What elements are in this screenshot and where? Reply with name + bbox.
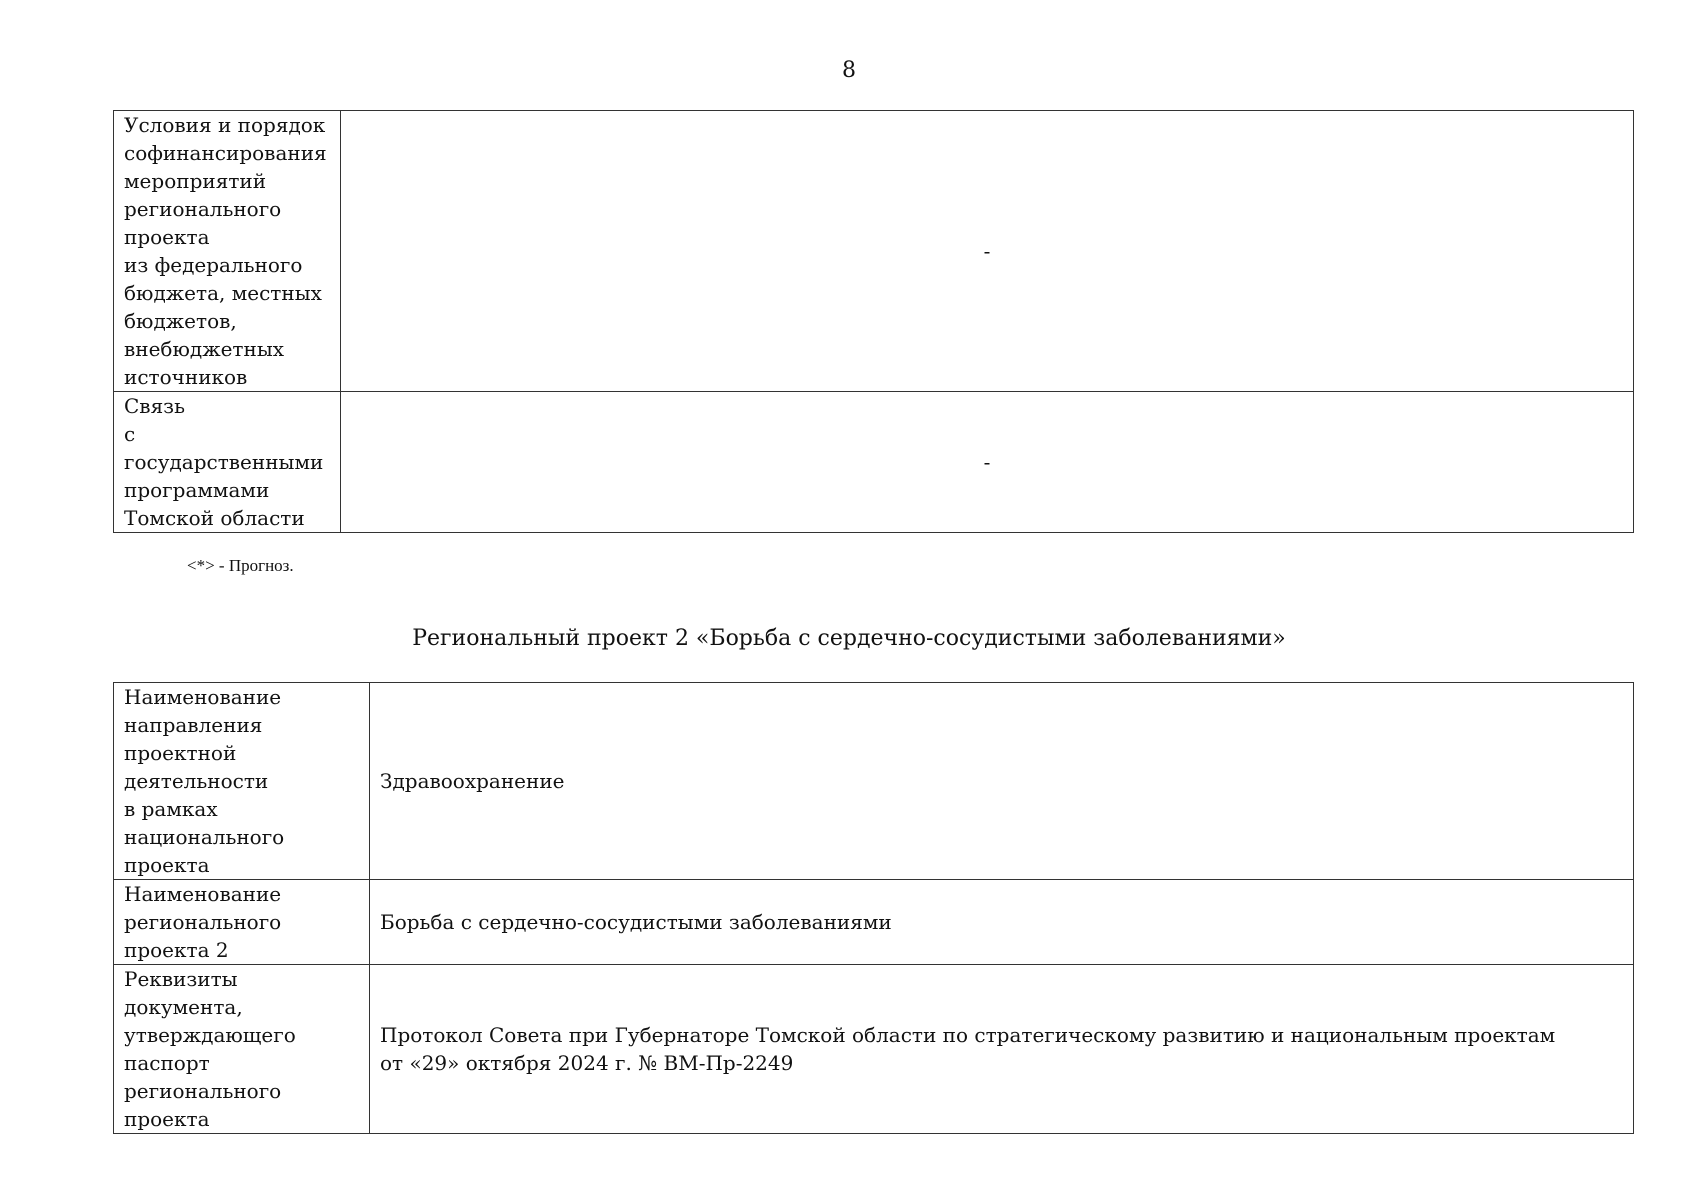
- row-value-direction: Здравоохранение: [370, 683, 1634, 880]
- table-row: [114, 880, 1634, 965]
- footnote: <*> - Прогноз.: [187, 556, 294, 575]
- row-value-project-name: Борьба с сердечно-сосудистыми заболеваниями: [370, 880, 1634, 965]
- table-row: [114, 965, 1634, 1134]
- row-label-document-details: Реквизиты документа, утверждающего паспорт регионального проекта: [114, 965, 370, 1134]
- table-row: [114, 392, 1634, 533]
- row-label-direction: Наименование направления проектной деятельности в рамках национального проекта: [114, 683, 370, 880]
- table-row: [114, 683, 1634, 880]
- table-row: [114, 111, 1634, 392]
- row-value-state-programs: -: [341, 392, 1634, 533]
- row-label-state-programs: Связь с государственными программами Томской области: [114, 392, 341, 533]
- row-value-cofinancing: -: [341, 111, 1634, 392]
- page-number: 8: [842, 58, 856, 83]
- row-label-cofinancing: Условия и порядок софинансирования мероприятий регионального проекта из федерального бюджета, местных бюджетов, внебюджетных источников: [114, 111, 341, 392]
- row-value-document-details: Протокол Совета при Губернаторе Томской области по стратегическому развитию и национальным проектам от «29» октября 2024 г. № ВМ-Пр-2249: [370, 965, 1634, 1134]
- section-title: Региональный проект 2 «Борьба с сердечно-сосудистыми заболеваниями»: [412, 626, 1286, 651]
- row-label-project-name: Наименование регионального проекта 2: [114, 880, 370, 965]
- project-details-table-1: [113, 110, 1634, 533]
- project-details-table-2: [113, 682, 1634, 1134]
